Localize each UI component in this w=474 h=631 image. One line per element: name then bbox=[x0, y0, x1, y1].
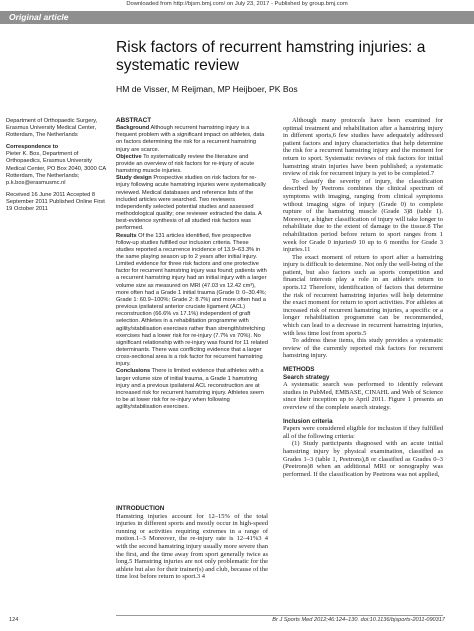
introduction-section bbox=[116, 505, 268, 581]
abstract-background bbox=[116, 125, 268, 154]
page-number: 124 bbox=[9, 617, 19, 623]
results-label: Results bbox=[116, 232, 137, 239]
correspondence-text: Pieter K. Bos, Department of Orthopaedics, Erasmus University Medical Center, PO Box 2040, 3000 CA Rotterdam, The Netherlands; p.k.bos@erasmusmc.nl bbox=[6, 151, 106, 186]
article-dates: Received 16 June 2011 Accepted 8 September 2011 Published Online First 19 October 2011 bbox=[6, 191, 105, 213]
objective-text: To systematically review the literature and provide an overview of risk factors for re-injury of acute hamstring muscle injuries. bbox=[116, 153, 255, 175]
body-paragraph-2: To classify the severity of injury, the classification described by Peetrons combines the clinical spectrum of symptoms with imaging, ranging from clinical symptoms without imaging signs of injury (Grade 0) to complete rupture of the hamstring muscle (Grade 3)8 (table 1). Moreover, a higher classification of injury will take longer to rehabilitate due to the extent of damage to the tissue.8 The rehabilitation period before return to sport ranges from 1 week for Grade 0 injuries9 10 up to 6 months for Grade 3 injuries.11 bbox=[283, 177, 443, 254]
introduction-heading: INTRODUCTION bbox=[116, 505, 165, 512]
footer-rule bbox=[116, 615, 443, 616]
author-list: HM de Visser, M Reijman, MP Heijboer, PK Bos bbox=[116, 84, 298, 94]
conclusions-label: Conclusions bbox=[116, 368, 151, 375]
methods-heading: METHODS bbox=[283, 366, 315, 373]
search-strategy-text: A systematic search was performed to identify relevant studies in PubMed, EMBASE, CINAHL and Web of Science since their inception up to April 2011. Figure 1 presents an overview of the complete search strategy. bbox=[283, 381, 443, 411]
background-text: Although recurrent hamstring injury is a frequent problem with a significant impact on athletes, data on factors determining the risk for a recurrent hamstring injury are scarce. bbox=[116, 125, 265, 153]
abstract-conclusions bbox=[116, 368, 268, 411]
results-text: Of the 131 articles identified, five prospective follow-up studies fulfilled our inclusion criteria. These studies reported a recurrence incidence of 13.9–63.3% in the same playing season up to 2 years after initial injury. Limited evidence for three risk factors and one protective factor for recurrent hamstring injury was found; patients with a recurrent hamstring injury had an initial injury with a larger volume size as measured on MRI (47.03 vs 12.42 cm³), more often had a Grade 1 initial trauma (Grade 0: 0–30.4%; Grade 1: 60.9–100%; Grade 2: 8.7%) and more often had a previous ipsilateral anterior cruciate ligament (ACL) reconstruction (66.6% vs 17.1%) independent of graft selection. Athletes in a rehabilitation programme with agility/stabilisation exercises rather than strength/stretching exercises had a lower risk for re-injury (7.7% vs 70%). No significant relationship with re-injury was found for 11 related determinants. There was conflicting evidence that a larger cross-sectional area is a risk factor for recurrent hamstring injury. bbox=[116, 232, 268, 368]
inclusion-criteria-heading: Inclusion criteria bbox=[283, 417, 333, 425]
right-column bbox=[283, 117, 443, 478]
inclusion-intro: Papers were considered eligible for inclusion if they fulfilled all of the following criteria: bbox=[283, 425, 443, 440]
correspondence-heading: Correspondence to bbox=[6, 144, 59, 151]
body-paragraph-4: To address these items, this study provides a systematic review of the currently reported risk factors for recurrent hamstring injury. bbox=[283, 337, 443, 360]
abstract-objective bbox=[116, 154, 268, 175]
design-text: Prospective studies on risk factors for re-injury following acute hamstring injuries were systematically reviewed. Medical databases and reference lists of the included articles were searched. Two reviewers independently selected potential studies and assessed methodological quality; one reviewer extracted the data. A best-evidence synthesis of all studied risk factors was performed. bbox=[116, 175, 266, 232]
objective-label: Objective bbox=[116, 153, 142, 160]
section-label: Original article bbox=[9, 12, 69, 22]
abstract-heading: ABSTRACT bbox=[116, 117, 152, 124]
design-label: Study design bbox=[116, 175, 152, 182]
inclusion-item-1: (1) Study participants diagnosed with an acute initial hamstring injury by physical examination, classified as Grades 1–3 (table 1, Peetrons),8 or classified as Grades 0–3 (Peetrons)8 when an additional MRI or sonography was performed. If the classification by Peetrons was not applied, bbox=[283, 440, 443, 478]
conclusions-text: There is limited evidence that athletes with a larger volume size of initial trauma, a Grade 1 hamstring injury and a previous ipsilateral ACL reconstruction are at increased risk for recurrent hamstring injury. Athletes seem to be at lower risk for re-injury when following agility/stabilisation exercises. bbox=[116, 368, 264, 411]
affiliation: Department of Orthopaedic Surgery, Erasmus University Medical Center, Rotterdam, The Netherlands bbox=[6, 118, 98, 139]
search-strategy-heading: Search strategy bbox=[283, 373, 330, 381]
abstract bbox=[116, 117, 268, 411]
abstract-results bbox=[116, 233, 268, 369]
sidebar-info bbox=[6, 118, 112, 218]
body-paragraph-3: The exact moment of return to sport after a hamstring injury is difficult to determine. Not only the well-being of the patient, but also factors such as sports competition and financial interests play a role in an athlete's return to sports.12 Therefore, identification of factors that determine the risk of recurrent hamstring injuries will help determine the exact moment for return to sport activities. For athletes at increased risk of recurrent hamstring injuries, a specific or a longer rehabilitation programme can be recommended, which can lead to a decrease in recurrent hamstring injuries, with less time lost from sports.5 bbox=[283, 253, 443, 337]
introduction-text: Hamstring injuries account for 12–15% of the total injuries in different sports and mostly occur in high-speed running or activities requiring extremes in a range of motion.1–3 Moreover, the re-injury rate is 12–41%3 4 with the second hamstring injury usually more severe than the first, and the time away from sport generally twice as long.5 Hamstring injuries are not only problematic for the athlete but also for their trainer(s) and club, because of the time lost before return to sport.3 4 bbox=[116, 512, 268, 581]
download-note: Downloaded from http://bjsm.bmj.com/ on July 23, 2017 - Published by group.bmj.com bbox=[126, 1, 348, 7]
body-paragraph-1: Although many protocols have been examined for optimal treatment and rehabilitation after a hamstring injury in different sports,6 few studies have adequately addressed patient factors and injury characteristics that help determine the risk for a recurrent hamstring injury and the moment for return to sport. Systematic reviews of risk factors for initial hamstring strain injuries have been published; a systematic review of risk for recurrent injury is yet to be completed.7 bbox=[283, 117, 443, 178]
abstract-design bbox=[116, 175, 268, 232]
journal-citation: Br J Sports Med 2012;46:124–130. doi:10.1136/bjsports-2011-090317 bbox=[272, 617, 445, 623]
background-label: Background bbox=[116, 125, 150, 132]
article-title: Risk factors of recurrent hamstring injuries: a systematic review bbox=[116, 39, 426, 74]
section-band bbox=[0, 11, 474, 24]
